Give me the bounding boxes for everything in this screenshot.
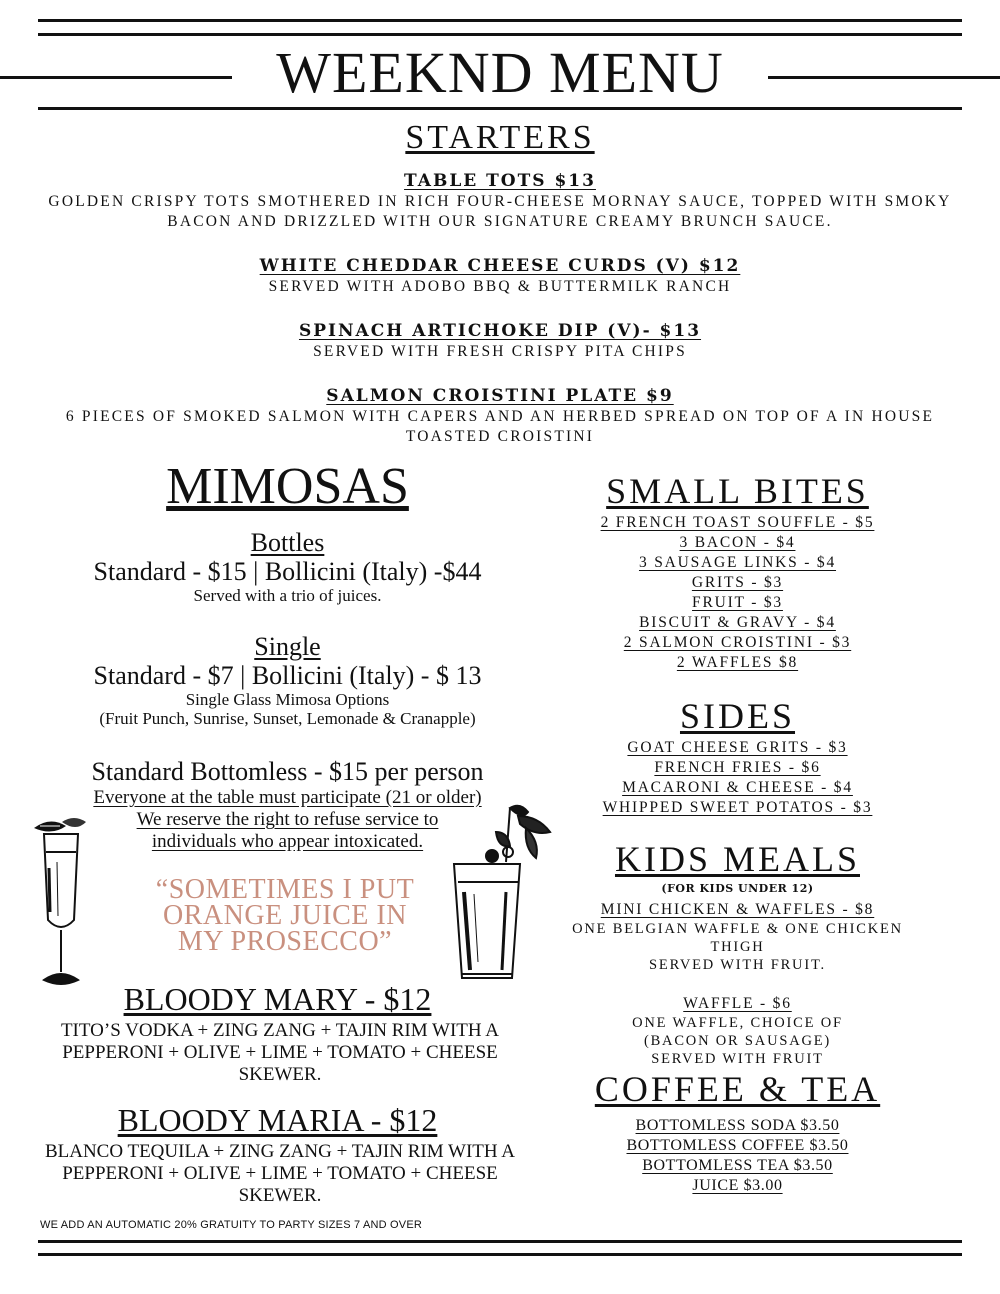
starter-item-desc: SERVED WITH ADOBO BBQ & BUTTERMILK RANCH — [268, 278, 732, 295]
list-item: 3 SAUSAGE LINKS - $4 — [638, 554, 837, 571]
list-item: GOAT CHEESE GRITS - $3 — [627, 739, 848, 756]
starter-item-name: SPINACH ARTICHOKE DIP (V)- $13 — [298, 321, 702, 341]
starters-heading: STARTERS — [405, 119, 595, 156]
kids-item-desc: ONE WAFFLE, CHOICE OF — [632, 1015, 843, 1031]
mimosa-quote: MY PROSECCO” — [177, 926, 393, 957]
kids-age-note: (FOR KIDS UNDER 12) — [661, 882, 814, 895]
top-rule-1 — [38, 19, 962, 22]
top-rule-2 — [38, 33, 962, 36]
bottom-rule-2 — [38, 1253, 962, 1256]
gratuity-footnote: WE ADD AN AUTOMATIC 20% GRATUITY TO PARTY SIZES 7 AND OVER — [40, 1219, 423, 1231]
kids-item-name: MINI CHICKEN & WAFFLES - $8 — [600, 901, 875, 918]
bloody-mary-heading: BLOODY MARY - $12 — [123, 981, 432, 1017]
small-bites-list — [565, 513, 910, 673]
kids-menu — [565, 900, 910, 1068]
mimosa-rule: individuals who appear intoxicated. — [151, 831, 424, 852]
single-note: Single Glass Mimosa Options — [185, 690, 390, 709]
list-item: BOTTOMLESS COFFEE $3.50 — [626, 1137, 849, 1154]
mimosa-rule: Everyone at the table must participate (21 or older) — [93, 787, 482, 808]
kids-item-desc: (BACON OR SAUSAGE) — [643, 1033, 832, 1049]
list-item: 2 SALMON CROISTINI - $3 — [623, 634, 852, 651]
kids-meals-heading: KIDS MEALS — [614, 839, 860, 879]
bottom-rule-1 — [38, 1240, 962, 1243]
list-item: 2 FRENCH TOAST SOUFFLE - $5 — [600, 514, 875, 531]
single-price: Standard - $7 | Bollicini (Italy) - $ 13 — [93, 661, 482, 690]
bottles-price: Standard - $15 | Bollicini (Italy) -$44 — [93, 557, 482, 586]
single-label: Single — [254, 632, 321, 661]
single-options: (Fruit Punch, Sunrise, Sunset, Lemonade & Cranapple) — [99, 709, 476, 728]
bloody-mary-desc: TITO’S VODKA + ZING ZANG + TAJIN RIM WITH A PEPPERONI + OLIVE + LIME + TOMATO + CHEESE SKEWER. — [60, 1020, 500, 1085]
list-item: WHIPPED SWEET POTATOS - $3 — [602, 799, 873, 816]
list-item: 2 WAFFLES $8 — [676, 654, 799, 671]
bloody-mary-glass-icon — [448, 802, 560, 986]
list-item: BISCUIT & GRAVY - $4 — [639, 614, 836, 631]
starter-item-desc: SERVED WITH FRESH CRISPY PITA CHIPS — [313, 343, 687, 360]
bottles-label: Bottles — [250, 528, 325, 557]
bottomless-price: Standard Bottomless - $15 per person — [91, 757, 484, 786]
starter-item-name: TABLE TOTS $13 — [404, 171, 596, 191]
list-item: BOTTOMLESS SODA $3.50 — [635, 1117, 840, 1134]
sides-heading: SIDES — [679, 696, 796, 736]
kids-item-desc: SERVED WITH FRUIT — [651, 1051, 824, 1067]
mimosa-rule: We reserve the right to refuse service to — [136, 809, 439, 830]
champagne-flute-icon — [30, 812, 92, 990]
kids-item-name: WAFFLE - $6 — [683, 995, 792, 1012]
list-item: MACARONI & CHEESE - $4 — [622, 779, 853, 796]
list-item: BOTTOMLESS TEA $3.50 — [642, 1157, 833, 1174]
list-item: JUICE $3.00 — [692, 1177, 783, 1194]
kids-item-desc: SERVED WITH FRUIT. — [649, 957, 826, 973]
mimosa-quote: ORANGE JUICE IN — [163, 900, 407, 931]
starter-item-name: SALMON CROISTINI PLATE $9 — [326, 386, 674, 406]
sides-list — [565, 738, 910, 818]
starter-item-desc: 6 PIECES OF SMOKED SALMON WITH CAPERS AND AN HERBED SPREAD ON TOP OF A IN HOUSE TOASTED CROISTINI — [65, 408, 935, 445]
mimosas-heading: MIMOSAS — [166, 458, 409, 515]
list-item: GRITS - $3 — [691, 574, 784, 591]
bloody-maria-heading: BLOODY MARIA - $12 — [117, 1102, 438, 1138]
kids-item-desc: ONE BELGIAN WAFFLE & ONE CHICKEN THIGH — [572, 921, 903, 955]
bottles-note: Served with a trio of juices. — [193, 586, 382, 605]
bloody-maria-desc: BLANCO TEQUILA + ZING ZANG + TAJIN RIM WITH A PEPPERONI + OLIVE + LIME + TOMATO + CHEESE SKEWER. — [44, 1141, 516, 1206]
starter-item-name: WHITE CHEDDAR CHEESE CURDS (V) $12 — [259, 256, 741, 276]
list-item: FRUIT - $3 — [692, 594, 783, 611]
mimosa-quote: “SOMETIMES I PUT — [155, 874, 415, 905]
list-item: FRENCH FRIES - $6 — [654, 759, 821, 776]
small-bites-heading: SMALL BITES — [606, 471, 869, 511]
page-title: WEEKND MENU — [276, 40, 724, 105]
starter-item-desc: GOLDEN CRISPY TOTS SMOTHERED IN RICH FOUR-CHEESE MORNAY SAUCE, TOPPED WITH SMOKY BACON AND DRIZZLED WITH OUR SIGNATURE CREAMY BRUNCH SAUCE. — [48, 193, 952, 230]
coffee-tea-heading: COFFEE & TEA — [594, 1069, 881, 1109]
list-item: 3 BACON - $4 — [679, 534, 796, 551]
coffee-tea-list — [565, 1116, 910, 1196]
